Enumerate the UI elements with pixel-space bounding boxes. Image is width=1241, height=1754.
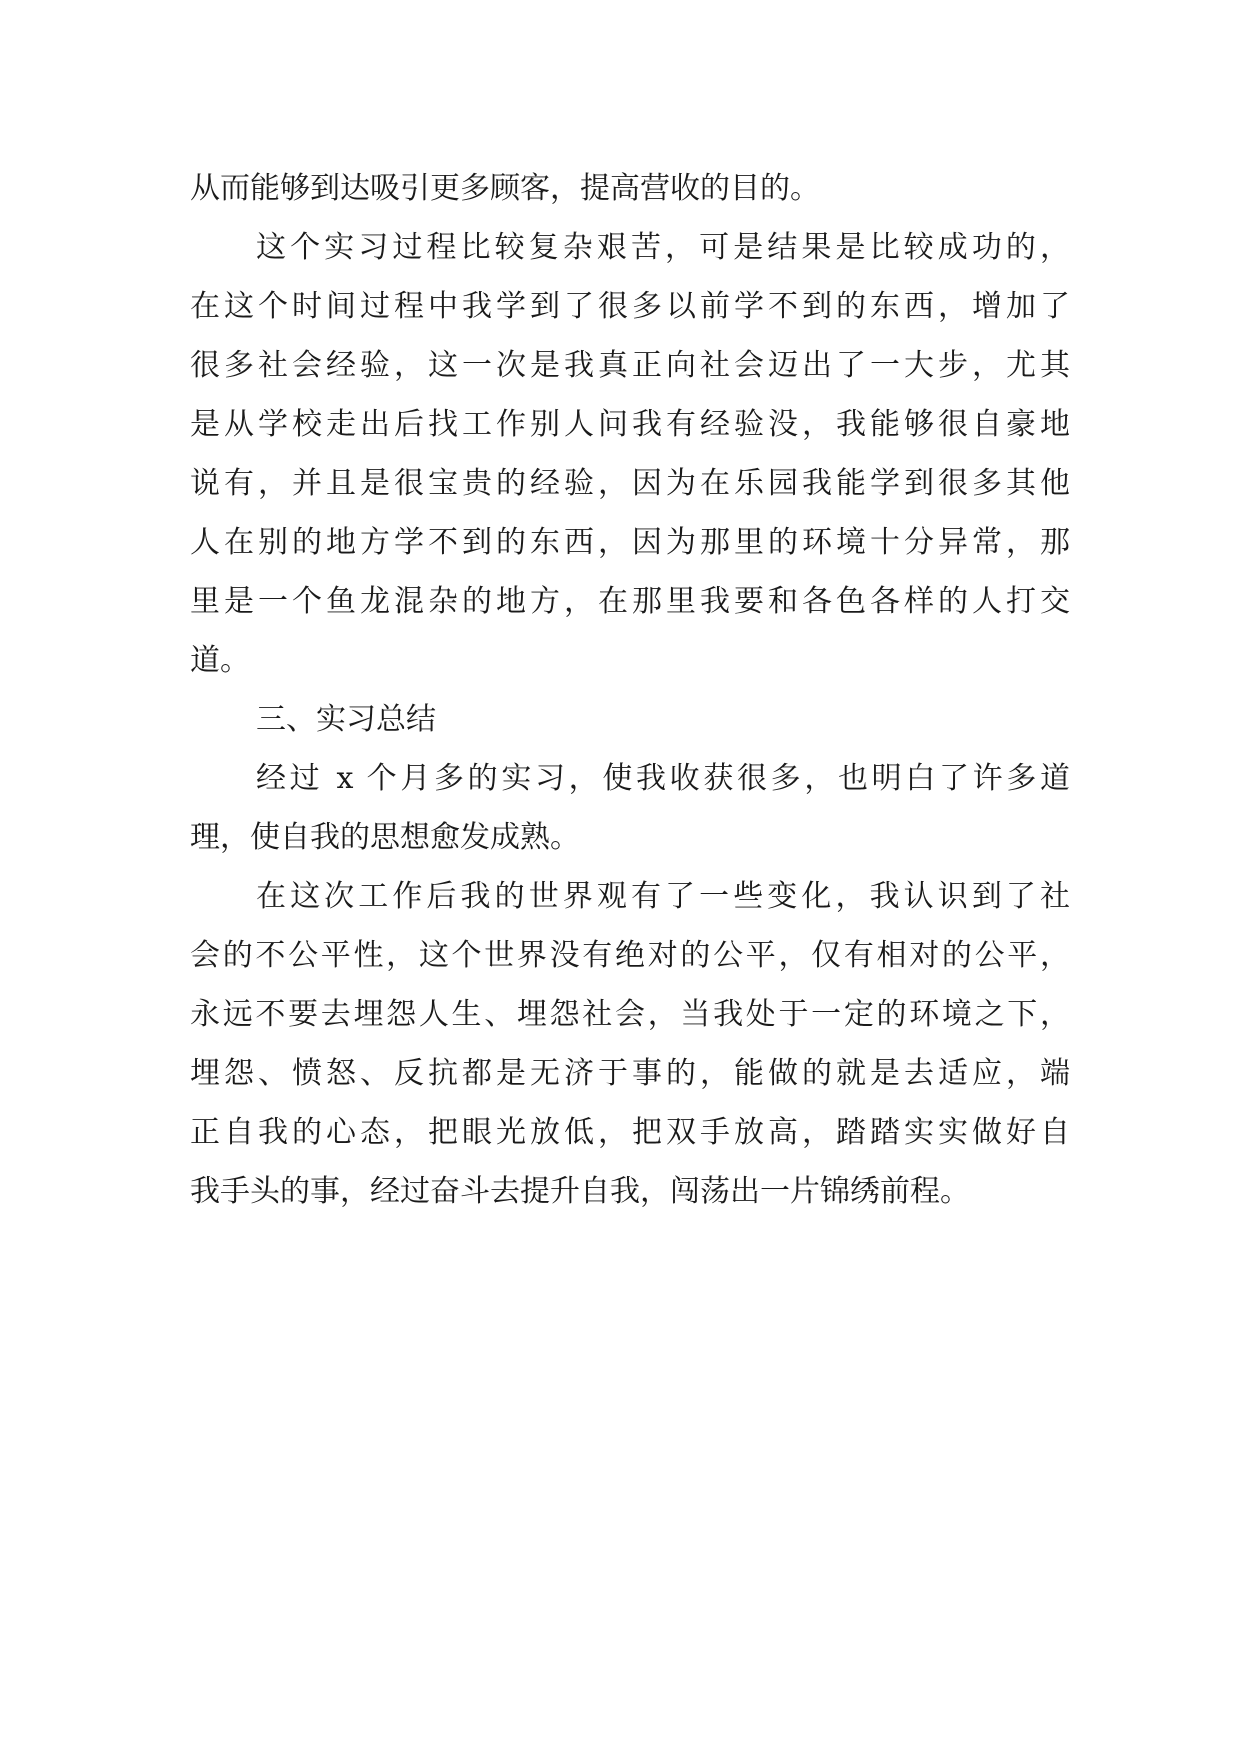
paragraph-first-line: 在这次工作后我的世界观有了一些变化，我认识到了社: [256, 879, 1070, 914]
text-line: 我手头的事，经过奋斗去提升自我，闯荡出一片锦绣前程。: [190, 1174, 970, 1209]
paragraph-first-line: 经过 x 个月多的实习，使我收获很多，也明白了许多道: [256, 761, 1070, 796]
section-heading: 三、实习总结: [256, 702, 436, 737]
text-line: 会的不公平性，这个世界没有绝对的公平，仅有相对的公平，: [190, 938, 1070, 973]
text-line: 正自我的心态，把眼光放低，把双手放高，踏踏实实做好自: [190, 1115, 1070, 1150]
text-line: 从而能够到达吸引更多顾客，提高营收的目的。: [190, 171, 820, 206]
text-line: 里是一个鱼龙混杂的地方，在那里我要和各色各样的人打交: [190, 584, 1070, 619]
text-line: 很多社会经验，这一次是我真正向社会迈出了一大步，尤其: [190, 348, 1070, 383]
text-line: 道。: [190, 643, 250, 678]
text-line: 永远不要去埋怨人生、埋怨社会，当我处于一定的环境之下，: [190, 997, 1070, 1032]
text-line: 埋怨、愤怒、反抗都是无济于事的，能做的就是去适应，端: [190, 1056, 1070, 1091]
text-line: 是从学校走出后找工作别人问我有经验没，我能够很自豪地: [190, 407, 1070, 442]
text-line: 说有，并且是很宝贵的经验，因为在乐园我能学到很多其他: [190, 466, 1070, 501]
text-line: 人在别的地方学不到的东西，因为那里的环境十分异常，那: [190, 525, 1070, 560]
text-line: 在这个时间过程中我学到了很多以前学不到的东西，增加了: [190, 289, 1070, 324]
paragraph-first-line: 这个实习过程比较复杂艰苦，可是结果是比较成功的，: [256, 230, 1070, 265]
document-body: [190, 159, 1070, 1221]
text-line: 理，使自我的思想愈发成熟。: [190, 820, 580, 855]
